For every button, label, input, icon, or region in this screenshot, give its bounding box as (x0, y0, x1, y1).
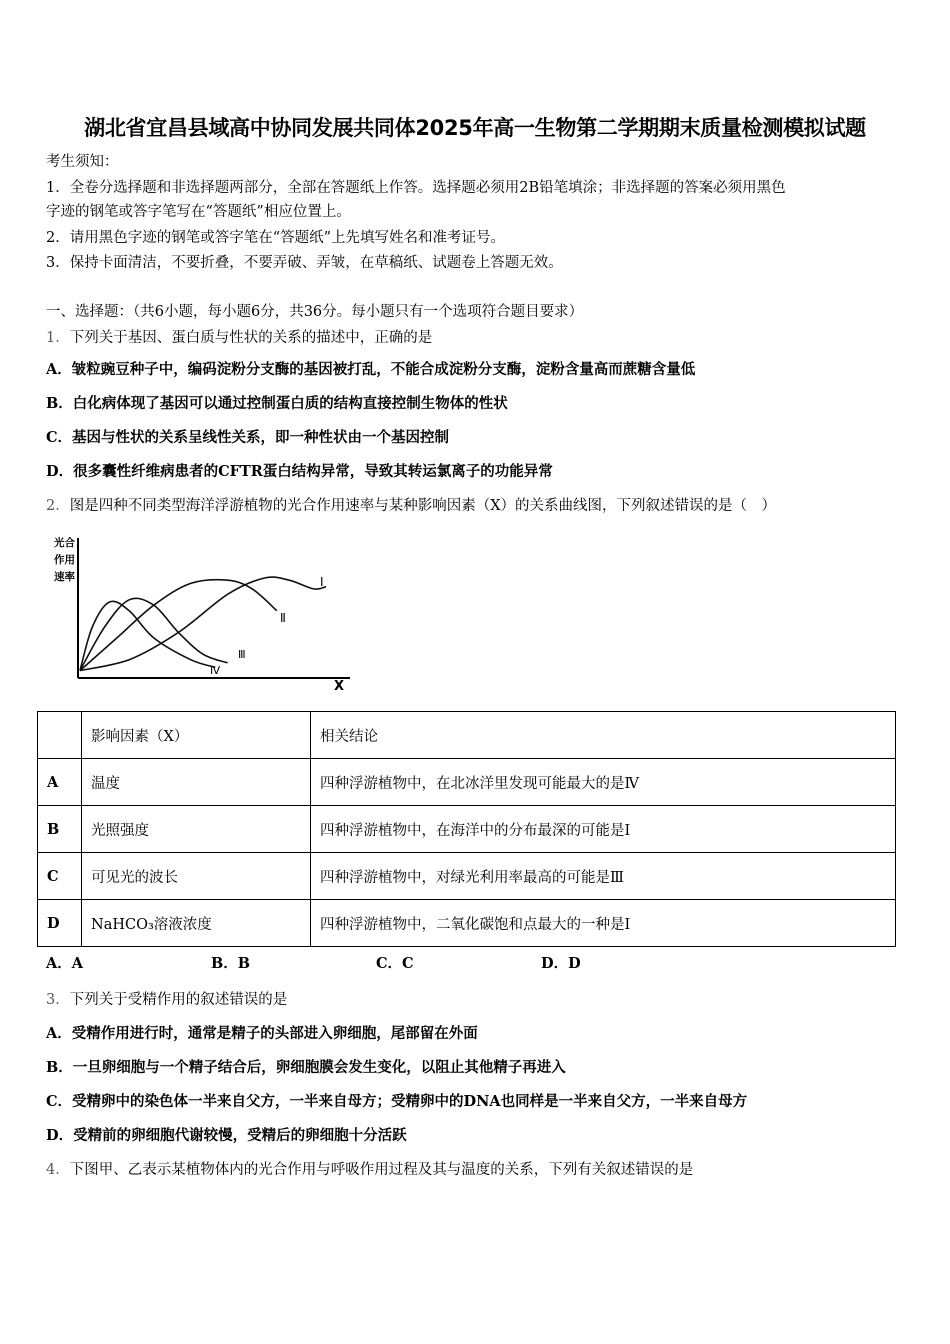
series-label-4: Ⅳ (210, 664, 221, 677)
notice-item-2: 2．请用黑色字迹的钢笔或答字笔在“答题纸”上先填写姓名和准考证号。 (46, 230, 506, 246)
notice-item-1: 1．全卷分选择题和非选择题两部分，全部在答题纸上作答。选择题必须用2B铅笔填涂；非选择题的答案必须用黑色 (46, 180, 786, 196)
question-stem: 下列关于受精作用的叙述错误的是 (69, 992, 288, 1008)
q2-choice-b: B．B (211, 955, 251, 972)
table-header-row (38, 712, 896, 759)
question-number: 4． (46, 1162, 70, 1178)
table-cell (38, 712, 82, 759)
curve-series-2 (80, 580, 277, 671)
question-1 (46, 328, 432, 348)
row-factor: 温度 (82, 759, 311, 806)
y-axis-label (54, 536, 75, 583)
row-conclusion: 四种浮游植物中，对绿光利用率最高的可能是Ⅲ (311, 853, 896, 900)
table-row (38, 853, 896, 900)
notice-item-1-cont: 字迹的钢笔或答字笔写在“答题纸”相应位置上。 (46, 204, 351, 220)
row-label: D (38, 900, 82, 947)
q1-option-a: A．皱粒豌豆种子中，编码淀粉分支酶的基因被打乱，不能合成淀粉分支酶，淀粉含量高而蔗糖含量低 (46, 361, 696, 378)
row-conclusion: 四种浮游植物中，二氧化碳饱和点最大的一种是Ⅰ (311, 900, 896, 947)
table-row (38, 806, 896, 853)
notice-heading: 考生须知： (46, 154, 119, 170)
series-label-1: Ⅰ (320, 575, 324, 589)
q3-option-d: D．受精前的卵细胞代谢较慢，受精后的卵细胞十分活跃 (46, 1127, 407, 1144)
table-header-conclusion: 相关结论 (311, 712, 896, 759)
question-3 (46, 990, 287, 1010)
conclusion-table (37, 711, 896, 947)
question-2 (46, 496, 776, 516)
q2-choice-c: C．C (376, 955, 414, 972)
section-heading: 一、选择题：（共6小题，每小题6分，共36分。每小题只有一个选项符合题目要求） (46, 304, 584, 320)
q2-choice-d: D．D (541, 955, 581, 972)
question-stem: 下图甲、乙表示某植物体内的光合作用与呼吸作用过程及其与温度的关系，下列有关叙述错误的是 (69, 1162, 694, 1178)
series-label-3: Ⅲ (238, 648, 246, 661)
q3-option-b: B．一旦卵细胞与一个精子结合后，卵细胞膜会发生变化，以阻止其他精子再进入 (46, 1059, 566, 1076)
table-header-factor: 影响因素（X） (82, 712, 311, 759)
question-number: 1． (46, 330, 70, 346)
question-stem: 下列关于基因、蛋白质与性状的关系的描述中，正确的是 (69, 330, 433, 346)
curve-series-1 (80, 577, 326, 671)
q3-option-a: A．受精作用进行时，通常是精子的头部进入卵细胞，尾部留在外面 (46, 1025, 478, 1042)
question-number: 2． (46, 498, 70, 514)
q1-option-c: C．基因与性状的关系呈线性关系，即一种性状由一个基因控制 (46, 429, 450, 446)
row-label: B (38, 806, 82, 853)
row-factor: NaHCO₃溶液浓度 (82, 900, 311, 947)
y-axis-label-line-1: 光合 (54, 537, 75, 549)
page-title: 湖北省宜昌县域高中协同发展共同体2025年高一生物第二学期期末质量检测模拟试题 (84, 116, 866, 140)
x-axis-label: X (334, 679, 345, 694)
notice-item-3: 3．保持卡面清洁，不要折叠，不要弄破、弄皱，在草稿纸、试题卷上答题无效。 (46, 255, 563, 271)
row-factor: 可见光的波长 (82, 853, 311, 900)
y-axis-label-line-2: 作用 (54, 554, 75, 566)
row-label: C (38, 853, 82, 900)
question-number: 3． (46, 992, 70, 1008)
row-label: A (38, 759, 82, 806)
row-factor: 光照强度 (82, 806, 311, 853)
q1-option-b: B．白化病体现了基因可以通过控制蛋白质的结构直接控制生物体的性状 (46, 395, 508, 412)
y-axis-label-line-3: 速率 (54, 571, 75, 583)
q3-option-c: C．受精卵中的染色体一半来自父方，一半来自母方；受精卵中的DNA也同样是一半来自父方，一半来自母方 (46, 1093, 748, 1110)
row-conclusion: 四种浮游植物中，在海洋中的分布最深的可能是Ⅰ (311, 806, 896, 853)
question-4 (46, 1160, 693, 1180)
series-label-2: Ⅱ (280, 611, 286, 625)
curve-series-4 (80, 601, 215, 670)
photosynthesis-rate-chart (48, 530, 358, 694)
table-row (38, 900, 896, 947)
table-row (38, 759, 896, 806)
row-conclusion: 四种浮游植物中，在北冰洋里发现可能最大的是Ⅳ (311, 759, 896, 806)
q1-option-d: D．很多囊性纤维病患者的CFTR蛋白结构异常，导致其转运氯离子的功能异常 (46, 463, 553, 480)
question-stem: 图是四种不同类型海洋浮游植物的光合作用速率与某种影响因素（X）的关系曲线图，下列叙述错误的是（ ） (69, 498, 777, 514)
q2-choice-a: A．A (46, 955, 84, 972)
